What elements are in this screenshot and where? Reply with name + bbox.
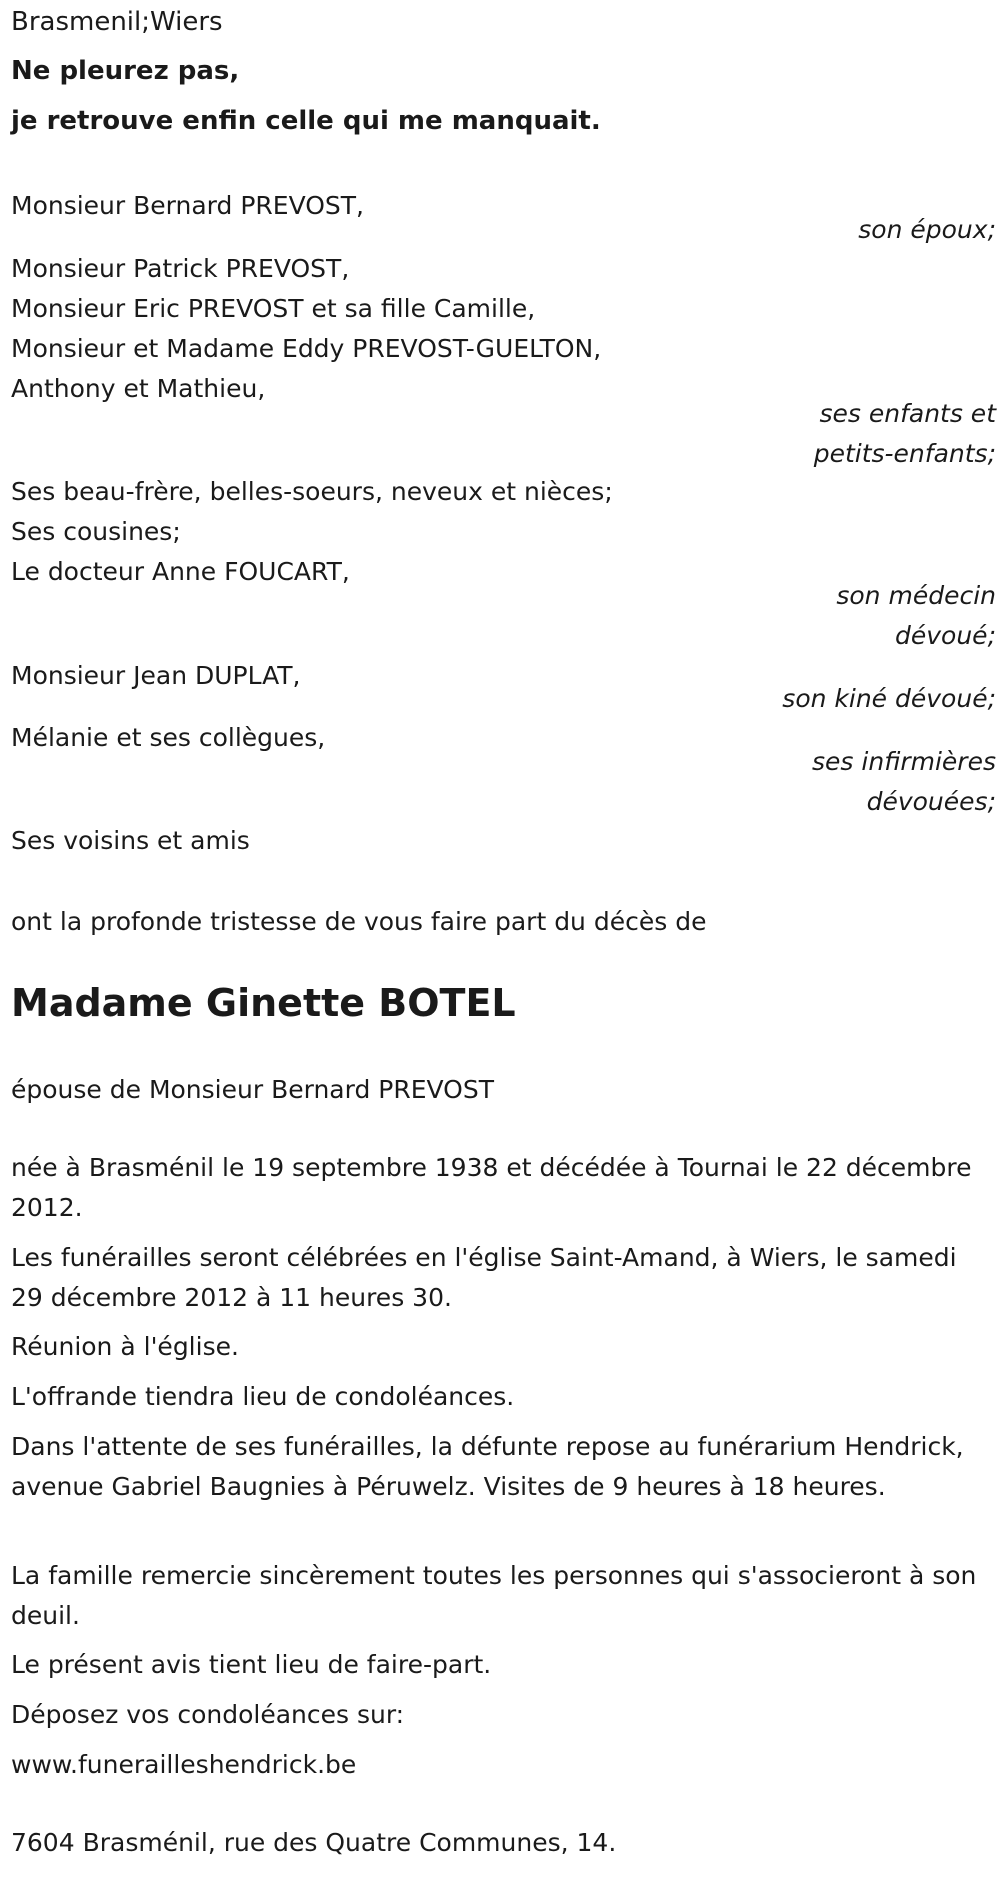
- doctor-name: Le docteur Anne FOUCART,: [11, 557, 350, 586]
- physio-name: Monsieur Jean DUPLAT,: [11, 661, 301, 690]
- verse-line-2: je retrouve enfin celle qui me manquait.: [11, 106, 601, 136]
- doctor-role-line-2: dévoué;: [895, 621, 996, 650]
- deceased-name: Madame Ginette BOTEL: [11, 981, 516, 1025]
- thanks-paragraph: La famille remercie sincèrement toutes les personnes qui s'associeront à son deuil.: [11, 1561, 977, 1630]
- child-line: Monsieur Patrick PREVOST,: [11, 254, 350, 283]
- spouse-line: épouse de Monsieur Bernard PREVOST: [11, 1075, 494, 1104]
- children-role-line-1: ses enfants et: [819, 399, 996, 428]
- location-header: Brasmenil;Wiers: [11, 7, 223, 37]
- husband-role: son époux;: [858, 215, 996, 244]
- verse-line-1: Ne pleurez pas,: [11, 56, 240, 86]
- relatives-line: Ses beau-frère, belles-soeurs, neveux et nièces;: [11, 477, 613, 506]
- cousins-line: Ses cousines;: [11, 517, 181, 546]
- birth-death-paragraph: née à Brasménil le 19 septembre 1938 et décédée à Tournai le 22 décembre 2012.: [11, 1153, 972, 1222]
- address-line: 7604 Brasménil, rue des Quatre Communes, 14.: [11, 1828, 617, 1857]
- funeral-paragraph: Les funérailles seront célébrées en l'église Saint-Amand, à Wiers, le samedi 29 décembre 2012 à 11 heures 30.: [11, 1243, 957, 1312]
- nurses-name: Mélanie et ses collègues,: [11, 723, 326, 752]
- condolences-label: Déposez vos condoléances sur:: [11, 1700, 405, 1729]
- children-role-line-2: petits-enfants;: [813, 439, 996, 468]
- neighbors-line: Ses voisins et amis: [11, 826, 250, 855]
- child-line: Anthony et Mathieu,: [11, 374, 266, 403]
- nurses-role-line-2: dévouées;: [866, 787, 996, 816]
- rest-paragraph: Dans l'attente de ses funérailles, la défunte repose au funérarium Hendrick, avenue Gabriel Baugnies à Péruwelz. Visites de 9 heures à 18 heures.: [11, 1432, 964, 1501]
- physio-role: son kiné dévoué;: [782, 684, 996, 713]
- child-line: Monsieur et Madame Eddy PREVOST-GUELTON,: [11, 334, 602, 363]
- doctor-role-line-1: son médecin: [836, 581, 996, 610]
- meeting-paragraph: Réunion à l'église.: [11, 1332, 239, 1361]
- announcement-intro: ont la profonde tristesse de vous faire part du décès de: [11, 907, 707, 936]
- husband-name: Monsieur Bernard PREVOST,: [11, 191, 364, 220]
- child-line: Monsieur Eric PREVOST et sa fille Camille,: [11, 294, 536, 323]
- website-link[interactable]: www.funerailleshendrick.be: [11, 1750, 357, 1779]
- notice-paragraph: Le présent avis tient lieu de faire-part.: [11, 1650, 492, 1679]
- offering-paragraph: L'offrande tiendra lieu de condoléances.: [11, 1382, 515, 1411]
- nurses-role-line-1: ses infirmières: [812, 747, 996, 776]
